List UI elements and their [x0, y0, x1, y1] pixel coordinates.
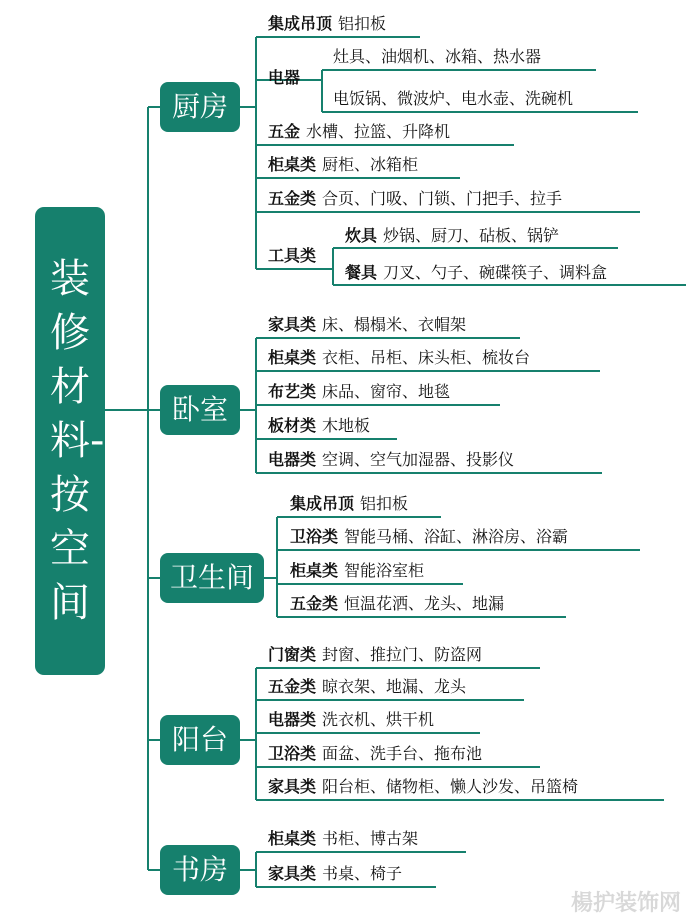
bathroom-row — [290, 494, 408, 514]
study-row — [268, 864, 402, 884]
study-row — [268, 829, 418, 849]
bedroom-row — [268, 450, 514, 470]
category-kitchen[interactable] — [160, 82, 240, 132]
row-items: 厨柜、冰箱柜 — [322, 155, 419, 174]
balcony-row — [268, 645, 482, 665]
balcony-row — [268, 710, 434, 730]
row-items: 书柜、博古架 — [322, 829, 419, 848]
row-items: 晾衣架、地漏、龙头 — [322, 677, 467, 696]
kitchen-hardware-row — [268, 122, 450, 142]
row-items: 电饭锅、微波炉、电水壶、洗碗机 — [333, 89, 574, 108]
bedroom-row — [268, 315, 466, 335]
bedroom-row — [268, 348, 530, 368]
row-label: 卫浴类 — [290, 527, 339, 546]
row-label: 板材类 — [268, 416, 317, 435]
kitchen-cabinet-row — [268, 155, 418, 175]
row-label: 电器类 — [268, 710, 317, 729]
row-label: 柜桌类 — [268, 155, 317, 174]
row-label: 电器类 — [268, 450, 317, 469]
category-study-label: 书房 — [171, 853, 228, 886]
row-items: 阳台柜、储物柜、懒人沙发、吊篮椅 — [322, 777, 579, 796]
kitchen-appliance-row-2 — [333, 89, 573, 109]
kitchen-tableware-row — [345, 263, 607, 283]
row-items: 木地板 — [322, 416, 371, 435]
row-label: 柜桌类 — [268, 348, 317, 367]
row-items: 合页、门吸、门锁、门把手、拉手 — [322, 189, 563, 208]
bathroom-row — [290, 594, 504, 614]
row-label: 柜桌类 — [290, 561, 339, 580]
row-label: 五金类 — [268, 189, 317, 208]
bedroom-row — [268, 416, 370, 436]
row-items: 洗衣机、烘干机 — [322, 710, 435, 729]
row-label: 五金类 — [268, 677, 317, 696]
kitchen-ceiling-row — [268, 14, 386, 34]
bedroom-row — [268, 382, 450, 402]
root-node[interactable] — [35, 207, 105, 675]
row-items: 衣柜、吊柜、床头柜、梳妆台 — [322, 348, 531, 367]
row-label: 家具类 — [268, 315, 317, 334]
category-bathroom-label: 卫生间 — [169, 561, 254, 594]
category-study[interactable] — [160, 845, 240, 895]
row-label: 集成吊顶 — [268, 14, 333, 33]
row-label: 家具类 — [268, 777, 317, 796]
watermark: 楊护装饰网 — [570, 891, 681, 916]
row-label: 集成吊顶 — [290, 494, 355, 513]
category-bedroom[interactable] — [160, 385, 240, 435]
row-label: 布艺类 — [268, 382, 317, 401]
row-items: 面盆、洗手台、拖布池 — [322, 744, 483, 763]
row-items: 恒温花洒、龙头、地漏 — [344, 594, 505, 613]
row-items: 炒锅、厨刀、砧板、锅铲 — [383, 226, 560, 245]
bathroom-row — [290, 527, 568, 547]
row-items: 床品、窗帘、地毯 — [322, 382, 451, 401]
row-items: 书桌、椅子 — [322, 864, 403, 883]
row-items: 床、榻榻米、衣帽架 — [322, 315, 467, 334]
row-label: 炊具 — [345, 226, 378, 245]
row-label: 柜桌类 — [268, 829, 317, 848]
kitchen-appliance-label: 电器 — [268, 68, 301, 87]
bathroom-row — [290, 561, 424, 581]
kitchen-hardware2-row — [268, 189, 562, 209]
row-items: 铝扣板 — [360, 494, 409, 513]
category-balcony-label: 阳台 — [171, 723, 228, 756]
row-items: 封窗、推拉门、防盗网 — [322, 645, 483, 664]
kitchen-tools-label: 工具类 — [268, 246, 317, 265]
row-items: 空调、空气加湿器、投影仪 — [322, 450, 515, 469]
row-items: 水槽、拉篮、升降机 — [306, 122, 451, 141]
category-bathroom[interactable] — [160, 553, 264, 603]
row-items: 铝扣板 — [338, 14, 387, 33]
balcony-row — [268, 744, 482, 764]
category-kitchen-label: 厨房 — [171, 90, 228, 123]
row-label: 门窗类 — [268, 645, 317, 664]
balcony-row — [268, 677, 466, 697]
row-label: 卫浴类 — [268, 744, 317, 763]
kitchen-appliance-row-1 — [333, 47, 541, 67]
row-items: 灶具、油烟机、冰箱、热水器 — [333, 47, 542, 66]
balcony-row — [268, 777, 578, 797]
root-label: 装修材料-按空间 — [50, 256, 105, 626]
row-items: 刀叉、勺子、碗碟筷子、调料盒 — [383, 263, 608, 282]
row-label: 五金 — [268, 122, 301, 141]
row-label: 五金类 — [290, 594, 339, 613]
row-label: 家具类 — [268, 864, 317, 883]
row-items: 智能马桶、浴缸、淋浴房、浴霸 — [344, 527, 569, 546]
category-bedroom-label: 卧室 — [171, 393, 228, 426]
row-items: 智能浴室柜 — [344, 561, 425, 580]
row-label: 餐具 — [345, 263, 378, 282]
category-balcony[interactable] — [160, 715, 240, 765]
kitchen-cookware-row — [345, 226, 559, 246]
